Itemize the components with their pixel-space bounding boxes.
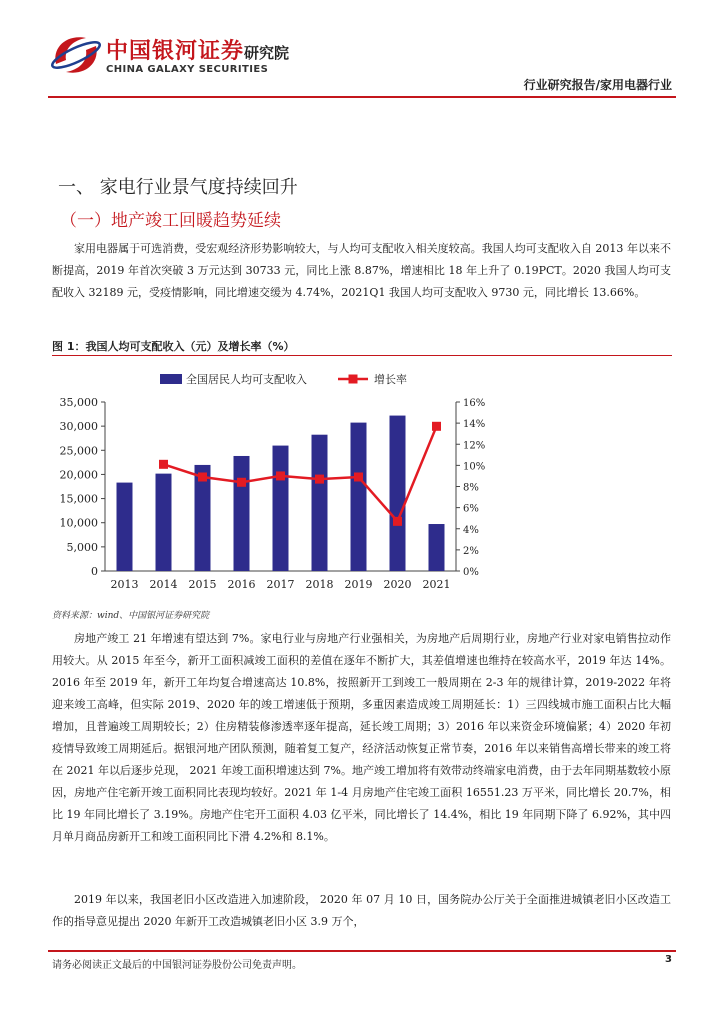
left-axis-tick-label: 10,000 xyxy=(59,516,98,530)
growth-rate-point xyxy=(198,472,207,481)
legend-line-marker xyxy=(349,375,358,384)
x-axis-tick-label: 2016 xyxy=(227,578,256,591)
income-bar xyxy=(312,435,328,571)
left-axis-tick-label: 5,000 xyxy=(66,540,98,554)
left-axis-tick-label: 0 xyxy=(91,565,98,578)
growth-rate-point xyxy=(432,422,441,431)
footer-divider xyxy=(48,950,676,952)
income-bar xyxy=(234,456,250,571)
paragraph-renovation: 2019 年以来，我国老旧小区改造进入加速阶段， 2020 年 07 月 10 日，国务院办公厅关于全面推进城镇老旧小区改造工作的指导意见提出 2020 年新开工改造城镇老旧小区 3.9 万个， xyxy=(52,893,671,928)
logo-institute: 研究院 xyxy=(244,44,290,62)
figure-title-text: 图 1：我国人均可支配收入（元）及增长率（%） xyxy=(52,340,295,353)
income-bar xyxy=(351,423,367,571)
x-axis-tick-label: 2019 xyxy=(344,578,373,591)
galaxy-logo-icon xyxy=(48,30,104,80)
subsection-heading: （一）地产竣工回暖趋势延续 xyxy=(60,211,281,231)
growth-rate-point xyxy=(354,472,363,481)
x-axis-tick-label: 2018 xyxy=(305,578,334,591)
page-number: 3 xyxy=(665,954,672,965)
x-axis-tick-label: 2021 xyxy=(422,578,451,591)
header-divider xyxy=(48,96,676,98)
paragraph-income: 家用电器属于可选消费，受宏观经济形势影响较大，与人均可支配收入相关度较高。我国人均可支配收入自 2013 年以来不断提高，2019 年首次突破 3 万元达到 30733 元，同比上涨 8.87%，增速相比 18 年上升了 0.19PCT。2020 我国人均可支配收入 32189 元，受疫情影响，同比增速交缓为 4.74%，2021Q1 我国人均可支配收入 9730 元，同比增长 13.66%。 xyxy=(52,242,671,299)
right-axis-tick-label: 14% xyxy=(463,419,486,431)
left-axis-tick-label: 25,000 xyxy=(59,444,98,458)
left-axis-tick-label: 15,000 xyxy=(59,492,98,506)
x-axis-tick-label: 2017 xyxy=(266,578,295,591)
right-axis-tick-label: 2% xyxy=(463,545,479,557)
income-bar xyxy=(429,524,445,571)
legend-bar-swatch xyxy=(160,374,182,384)
x-axis-tick-label: 2015 xyxy=(188,578,217,591)
figure-title xyxy=(52,335,672,356)
section-heading: 一、 家电行业景气度持续回升 xyxy=(58,177,298,198)
income-bar xyxy=(117,483,133,571)
left-axis-tick-label: 20,000 xyxy=(59,468,98,482)
right-axis-tick-label: 8% xyxy=(463,482,479,494)
right-axis-tick-label: 0% xyxy=(463,567,479,578)
growth-rate-point xyxy=(237,478,246,487)
growth-rate-point xyxy=(393,517,402,526)
income-bar xyxy=(273,446,289,571)
right-axis-tick-label: 6% xyxy=(463,503,479,515)
growth-rate-point xyxy=(276,471,285,480)
logo-english-name: CHINA GALAXY SECURITIES xyxy=(106,64,269,75)
left-axis-tick-label: 35,000 xyxy=(59,396,98,409)
x-axis-tick-label: 2013 xyxy=(110,578,139,591)
income-chart xyxy=(52,362,672,602)
x-axis-tick-label: 2020 xyxy=(383,578,412,591)
left-axis-tick-label: 30,000 xyxy=(59,420,98,434)
x-axis-tick-label: 2014 xyxy=(149,578,178,591)
income-bar xyxy=(156,474,172,571)
logo-chinese-name: 中国银河证券 xyxy=(106,39,245,64)
legend-line-label: 增长率 xyxy=(374,373,407,386)
right-axis-tick-label: 10% xyxy=(463,461,486,473)
right-axis-tick-label: 4% xyxy=(463,524,479,536)
right-axis-tick-label: 16% xyxy=(463,398,486,409)
report-type-label: 行业研究报告/家用电器行业 xyxy=(523,78,672,92)
growth-rate-point xyxy=(315,475,324,484)
footer-disclaimer: 请务必阅读正文最后的中国银河证券股份公司免责声明。 xyxy=(52,960,302,971)
paragraph-real-estate: 房地产竣工 21 年增速有望达到 7%。家电行业与房地产行业强相关，为房地产后周期行业，房地产行业对家电销售拉动作用较大。从 2015 年至今，新开工面积减竣工面积的差值在逐年不断扩大，其差值增速也维持在较高水平，2019 年达 14%。2016 年至 2019 年，新开工年均复合增速高达 10.8%，按照新开工到竣工一般周期在 2-3 年的规律计算，2019-2022 年将迎来竣工高峰，但实际 2019、2020 年的竣工增速低于预期，多重因素造成竣工周期延长：1）三四线城市施工面积占比大幅增加，且普遍竣工周期较长；2）住房精装修渗透率逐年提高，延长竣工周期；3）2016 年以来资金环境偏紧；4）2020 年初疫情导致竣工周期延后。据银河地产团队预测，随着复工复产，经济活动恢复正常节奏，2016 年以来销售高增长带来的竣工将在 2021 年以后逐步兑现， 2021 年竣工面积增速达到 7%。地产竣工增加将有效带动终端家电消费，由于去年同期基数较小原因，房地产住宅新开竣工面积同比表现均较好。2021 年 1-4 月房地产住宅竣工面积 16551.23 万平米，同比增长 20.7%，相比 19 年同比增长了 3.19%。房地产住宅开工面积 4.03 亿平米，同比增长了 14.4%，相比 19 年同期下降了 6.92%，其中四月单月商品房新开工和竣工面积同比下滑 4.2%和 8.1%。 xyxy=(52,632,671,843)
figure-source: 资料来源：wind、中国银河证券研究院 xyxy=(52,611,210,621)
legend-bar-label: 全国居民人均可支配收入 xyxy=(186,373,307,386)
company-logo xyxy=(48,30,308,90)
right-axis-tick-label: 12% xyxy=(463,440,486,452)
income-bar xyxy=(390,416,406,571)
growth-rate-point xyxy=(159,460,168,469)
